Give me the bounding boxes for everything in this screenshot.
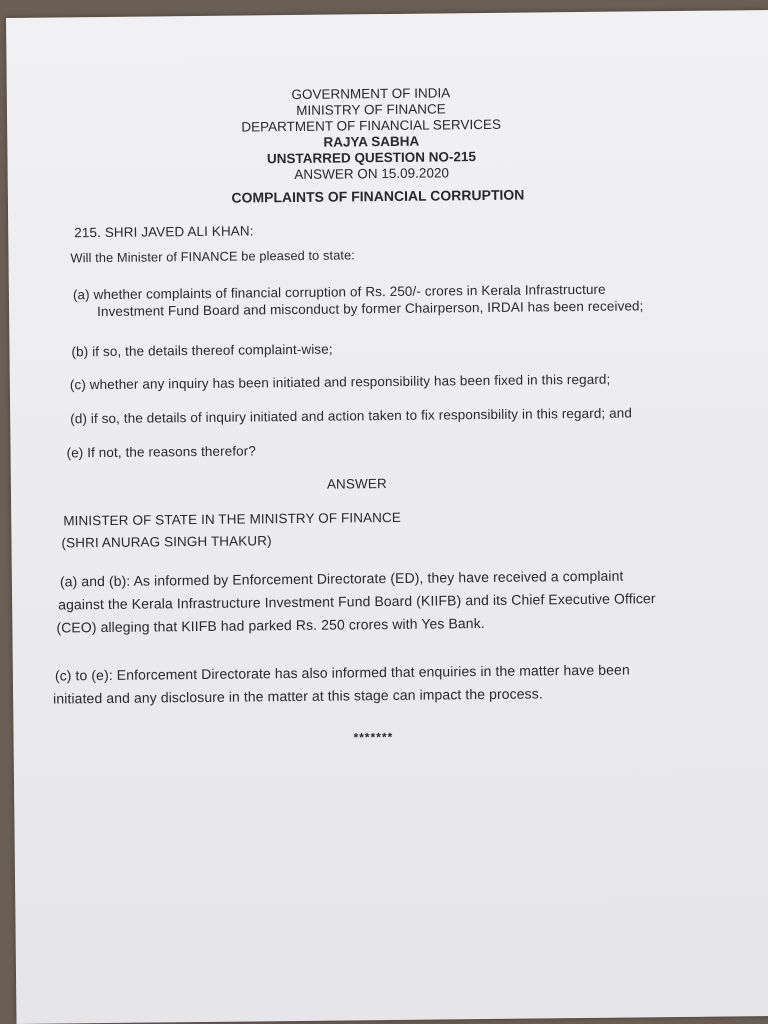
- answer-ab-line1: (a) and (b): As informed by Enforcement Directorate (ED), they have received a complaint: [59, 567, 624, 590]
- answer-ab-line2: against the Kerala Infrastructure Investment Fund Board (KIIFB) and its Chief Executive Officer: [58, 590, 656, 613]
- question-e: (e) If not, the reasons therefor?: [66, 443, 257, 461]
- header-rajya-sabha: RAJYA SABHA: [323, 133, 420, 150]
- document-page: [6, 10, 768, 1024]
- answer-ce-line2: initiated and any disclosure in the matter at this stage can impact the process.: [53, 685, 543, 707]
- question-a-line1: (a) whether complaints of financial corruption of Rs. 250/- crores in Kerala Infrastructure: [72, 281, 606, 303]
- answer-ce-line1: (c) to (e): Enforcement Directorate has also informed that enquiries in the matter have been: [54, 661, 630, 684]
- header-department: DEPARTMENT OF FINANCIAL SERVICES: [241, 116, 502, 135]
- question-member: 215. SHRI JAVED ALI KHAN:: [74, 223, 254, 241]
- question-intro: Will the Minister of FINANCE be pleased to state:: [70, 247, 355, 266]
- answer-heading: ANSWER: [326, 476, 387, 492]
- end-mark: *******: [353, 729, 394, 745]
- question-b: (b) if so, the details thereof complaint-wise;: [71, 341, 333, 360]
- header-government: GOVERNMENT OF INDIA: [291, 85, 451, 103]
- question-a-line2: Investment Fund Board and misconduct by former Chairperson, IRDAI has been received;: [97, 298, 644, 320]
- minister-name: (SHRI ANURAG SINGH THAKUR): [61, 533, 272, 551]
- minister-title: MINISTER OF STATE IN THE MINISTRY OF FINANCE: [63, 509, 402, 529]
- header-answer-date: ANSWER ON 15.09.2020: [294, 165, 450, 182]
- document-subject: COMPLAINTS OF FINANCIAL CORRUPTION: [231, 186, 525, 206]
- question-c: (c) whether any inquiry has been initiated and responsibility has been fixed in this regard;: [69, 371, 611, 393]
- question-d: (d) if so, the details of inquiry initiated and action taken to fix responsibility in this regard; and: [70, 405, 632, 427]
- header-question-number: UNSTARRED QUESTION NO-215: [266, 149, 477, 167]
- header-ministry: MINISTRY OF FINANCE: [296, 101, 446, 118]
- answer-ab-line3: (CEO) alleging that KIIFB had parked Rs. 250 crores with Yes Bank.: [56, 615, 485, 636]
